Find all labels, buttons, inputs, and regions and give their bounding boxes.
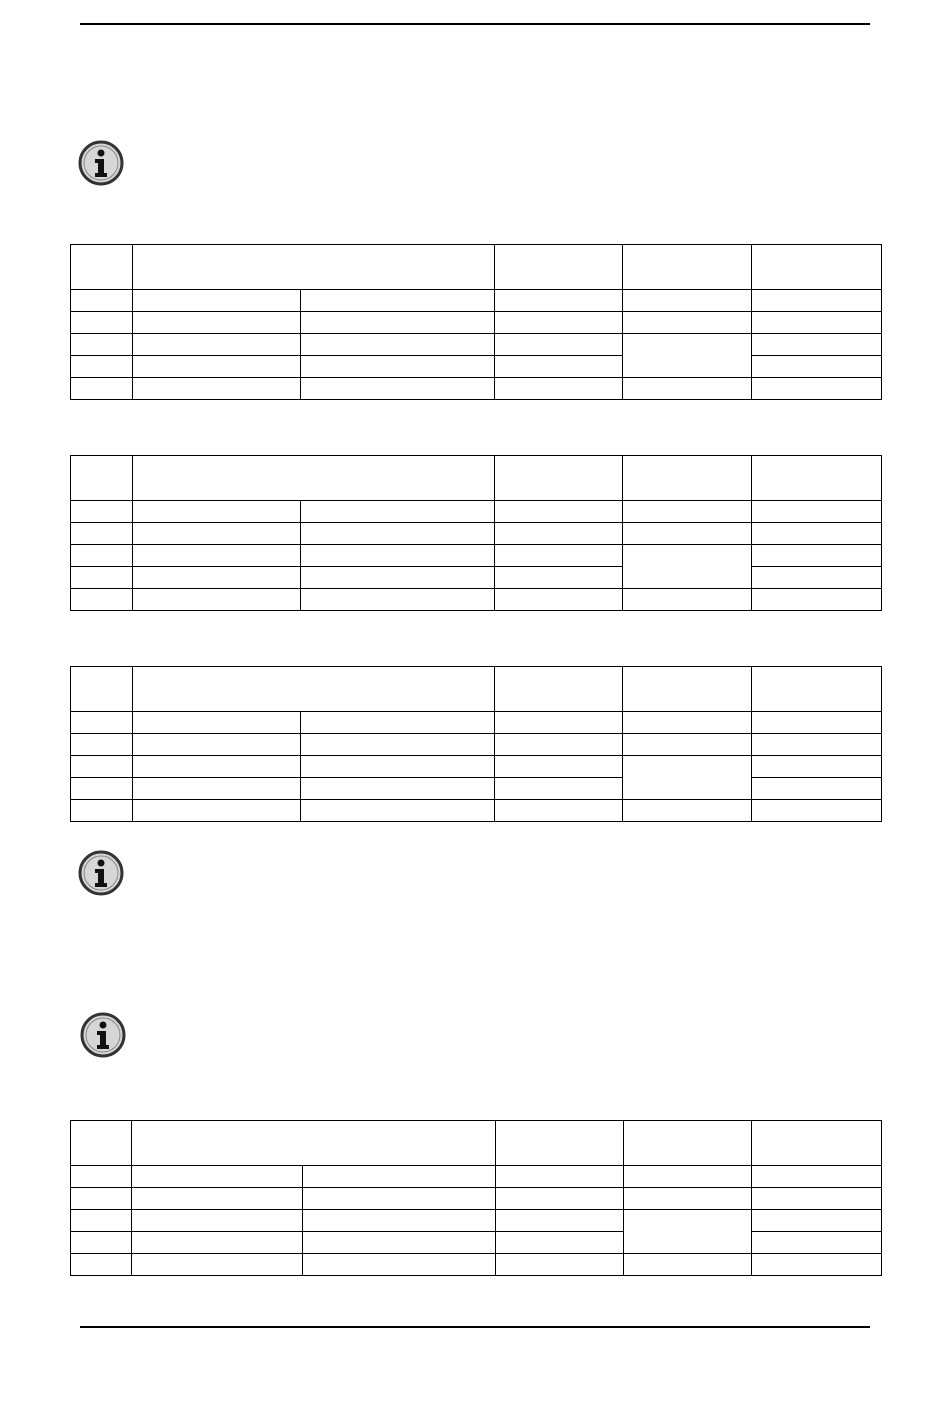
table-cell <box>301 378 495 400</box>
header-cell <box>495 456 623 501</box>
table-cell <box>301 545 495 567</box>
header-rule <box>80 23 870 25</box>
table-cell <box>752 290 882 312</box>
table-cell <box>623 312 752 334</box>
table-cell <box>495 312 623 334</box>
table-cell <box>71 734 133 756</box>
header-cell <box>624 1121 752 1166</box>
table-row <box>71 1188 882 1210</box>
table-cell <box>301 290 495 312</box>
header-cell <box>752 245 882 290</box>
table-cell <box>71 545 133 567</box>
header-cell <box>71 245 133 290</box>
table-cell <box>495 334 623 356</box>
table-cell <box>752 567 882 589</box>
merged-cell <box>623 334 752 378</box>
table-cell <box>301 712 495 734</box>
header-cell <box>71 1121 132 1166</box>
table-cell <box>133 290 301 312</box>
table-cell <box>752 734 882 756</box>
table-cell <box>133 501 301 523</box>
table-cell <box>132 1210 303 1232</box>
table-header-row <box>71 456 882 501</box>
table-cell <box>624 1188 752 1210</box>
table-row <box>71 501 882 523</box>
table-cell <box>71 1166 132 1188</box>
info-icon <box>80 1012 126 1058</box>
table-row <box>71 356 882 378</box>
table-cell <box>71 312 133 334</box>
table-cell <box>623 734 752 756</box>
table-cell <box>496 1166 624 1188</box>
table-cell <box>133 589 301 611</box>
table-cell <box>71 501 133 523</box>
table-row <box>71 756 882 778</box>
table-row <box>71 734 882 756</box>
table-cell <box>495 290 623 312</box>
table-cell <box>71 1254 132 1276</box>
header-cell <box>133 245 495 290</box>
table-cell <box>132 1166 303 1188</box>
table-row <box>71 545 882 567</box>
table-cell <box>301 734 495 756</box>
table-cell <box>301 567 495 589</box>
table-row <box>71 800 882 822</box>
table-cell <box>495 756 623 778</box>
table-cell <box>752 712 882 734</box>
info-icon <box>78 850 124 896</box>
table-cell <box>71 1188 132 1210</box>
table-row <box>71 523 882 545</box>
table-cell <box>752 589 882 611</box>
table-cell <box>752 356 882 378</box>
table-cell <box>624 1254 752 1276</box>
table-cell <box>71 589 133 611</box>
header-cell <box>623 667 752 712</box>
table-cell <box>752 523 882 545</box>
table-cell <box>71 567 133 589</box>
table-cell <box>71 523 133 545</box>
table-row <box>71 1166 882 1188</box>
table-cell <box>133 356 301 378</box>
table-cell <box>495 523 623 545</box>
table-row <box>71 334 882 356</box>
table-cell <box>495 734 623 756</box>
table-cell <box>752 778 882 800</box>
table-header-row <box>71 245 882 290</box>
table-cell <box>752 378 882 400</box>
table-cell <box>495 501 623 523</box>
table-cell <box>71 1210 132 1232</box>
header-cell <box>71 667 133 712</box>
table-cell <box>495 378 623 400</box>
table-cell <box>752 501 882 523</box>
header-cell <box>133 667 495 712</box>
table-cell <box>303 1254 496 1276</box>
header-cell <box>752 667 882 712</box>
footer-rule <box>80 1326 870 1328</box>
table-cell <box>495 589 623 611</box>
table-cell <box>132 1232 303 1254</box>
merged-cell <box>624 1210 752 1254</box>
table-cell <box>623 523 752 545</box>
table-header-row <box>71 1121 882 1166</box>
table-row <box>71 778 882 800</box>
table-cell <box>71 378 133 400</box>
table-cell <box>301 501 495 523</box>
table-cell <box>752 756 882 778</box>
table-row <box>71 312 882 334</box>
header-cell <box>623 456 752 501</box>
header-cell <box>752 456 882 501</box>
table-cell <box>495 712 623 734</box>
table-row <box>71 1232 882 1254</box>
table-cell <box>71 778 133 800</box>
table-cell <box>752 1210 882 1232</box>
table-cell <box>301 523 495 545</box>
table-cell <box>623 501 752 523</box>
table-cell <box>623 712 752 734</box>
table-cell <box>301 312 495 334</box>
table-cell <box>133 800 301 822</box>
table-cell <box>301 778 495 800</box>
table-cell <box>303 1210 496 1232</box>
spec-table-1 <box>70 244 882 400</box>
table-cell <box>752 312 882 334</box>
table-cell <box>71 756 133 778</box>
table-cell <box>496 1232 624 1254</box>
table-cell <box>624 1166 752 1188</box>
table-cell <box>495 356 623 378</box>
table-cell <box>301 800 495 822</box>
table-row <box>71 1210 882 1232</box>
table-row <box>71 290 882 312</box>
table-cell <box>132 1188 303 1210</box>
table-cell <box>752 1232 882 1254</box>
info-icon <box>78 140 124 186</box>
header-cell <box>752 1121 882 1166</box>
table-cell <box>495 567 623 589</box>
table-row <box>71 1254 882 1276</box>
table-row <box>71 567 882 589</box>
table-cell <box>495 545 623 567</box>
table-cell <box>303 1188 496 1210</box>
table-cell <box>752 545 882 567</box>
table-cell <box>495 800 623 822</box>
table-cell <box>301 756 495 778</box>
spec-table-4 <box>70 1120 882 1276</box>
table-cell <box>752 334 882 356</box>
header-cell <box>71 456 133 501</box>
table-cell <box>752 1254 882 1276</box>
table-header-row <box>71 667 882 712</box>
table-cell <box>303 1232 496 1254</box>
table-cell <box>133 523 301 545</box>
table-cell <box>303 1166 496 1188</box>
table-cell <box>133 567 301 589</box>
table-cell <box>301 589 495 611</box>
table-cell <box>133 545 301 567</box>
table-row <box>71 378 882 400</box>
header-cell <box>495 245 623 290</box>
table-cell <box>752 1166 882 1188</box>
table-cell <box>132 1254 303 1276</box>
header-cell <box>496 1121 624 1166</box>
table-cell <box>495 778 623 800</box>
table-cell <box>71 1232 132 1254</box>
table-cell <box>71 356 133 378</box>
table-cell <box>301 356 495 378</box>
table-cell <box>752 800 882 822</box>
header-cell <box>623 245 752 290</box>
table-cell <box>623 378 752 400</box>
table-row <box>71 589 882 611</box>
table-cell <box>133 756 301 778</box>
merged-cell <box>623 545 752 589</box>
table-cell <box>133 312 301 334</box>
spec-table-2 <box>70 455 882 611</box>
merged-cell <box>623 756 752 800</box>
table-cell <box>496 1188 624 1210</box>
table-cell <box>133 334 301 356</box>
table-cell <box>71 712 133 734</box>
table-cell <box>71 334 133 356</box>
table-cell <box>752 1188 882 1210</box>
table-cell <box>301 334 495 356</box>
table-cell <box>623 800 752 822</box>
table-cell <box>133 778 301 800</box>
spec-table-3 <box>70 666 882 822</box>
header-cell <box>133 456 495 501</box>
table-cell <box>496 1210 624 1232</box>
table-cell <box>496 1254 624 1276</box>
header-cell <box>495 667 623 712</box>
table-cell <box>71 800 133 822</box>
table-cell <box>623 589 752 611</box>
table-cell <box>133 378 301 400</box>
header-cell <box>132 1121 496 1166</box>
table-cell <box>133 712 301 734</box>
table-cell <box>623 290 752 312</box>
table-row <box>71 712 882 734</box>
table-cell <box>133 734 301 756</box>
table-cell <box>71 290 133 312</box>
